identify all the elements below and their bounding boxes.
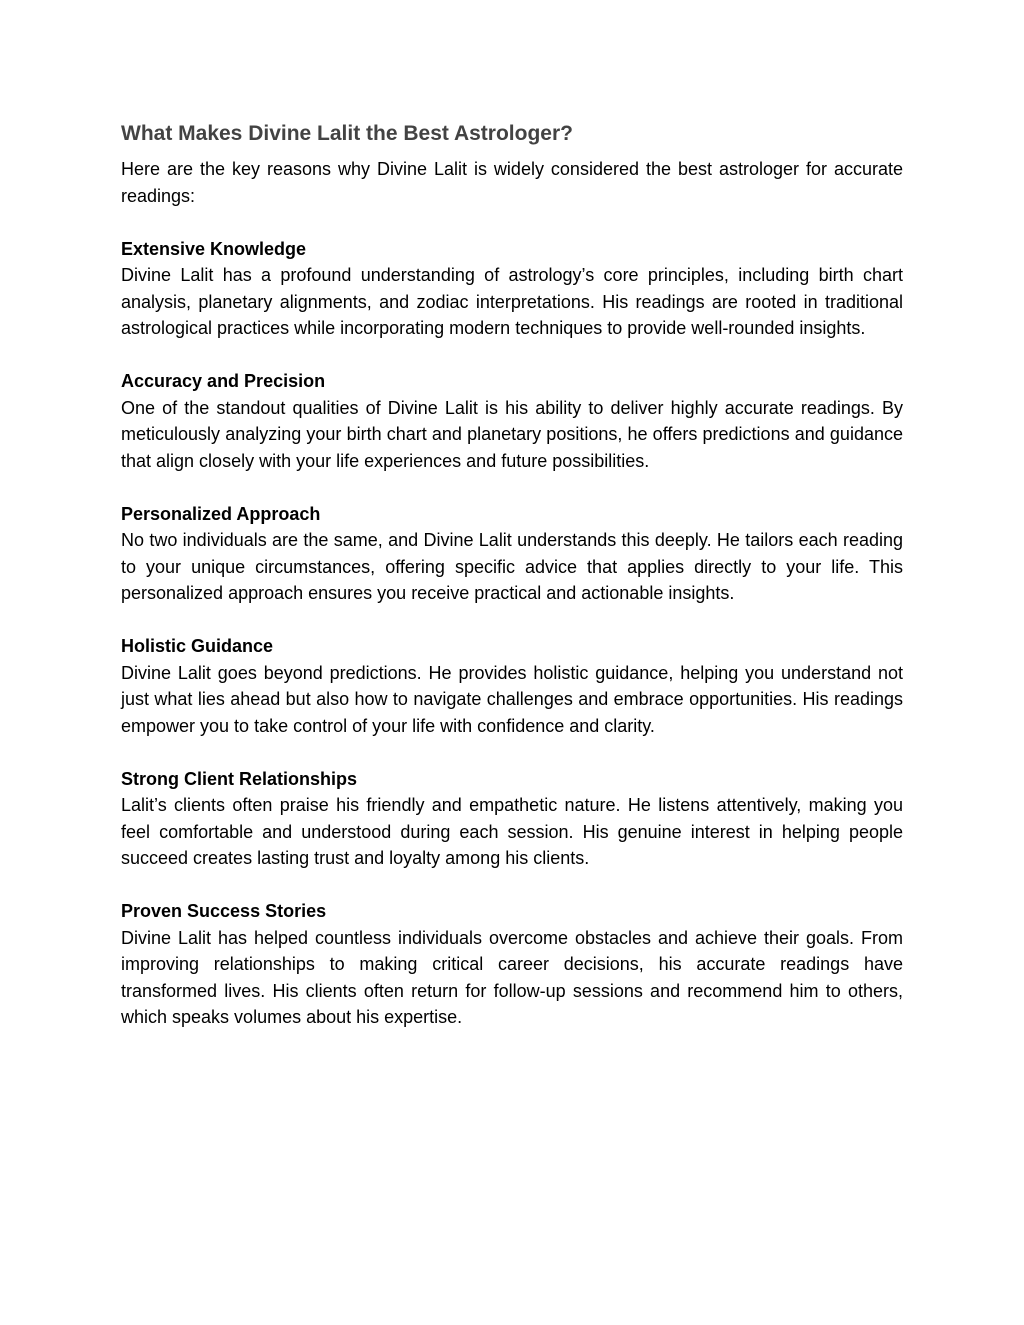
- section-strong-client-relationships: [121, 766, 903, 872]
- section-holistic-guidance: [121, 633, 903, 739]
- section-body: Divine Lalit has helped countless individuals overcome obstacles and achieve their goals. From improving relationships to making critical career decisions, his accurate readings have transformed lives. His clients often return for follow-up sessions and recommend him to others, which speaks volumes about his expertise.: [121, 927, 903, 1027]
- section-heading: Accuracy and Precision: [121, 371, 326, 391]
- document-title: What Makes Divine Lalit the Best Astrologer?: [121, 122, 573, 145]
- section-heading: Extensive Knowledge: [121, 238, 307, 259]
- section-body: Divine Lalit goes beyond predictions. He provides holistic guidance, helping you understand not just what lies ahead but also how to navigate challenges and embrace opportunities. His readings empower you to take control of your life with confidence and clarity.: [121, 662, 903, 736]
- section-personalized-approach: [121, 501, 903, 607]
- section-body: No two individuals are the same, and Divine Lalit understands this deeply. He tailors each reading to your unique circumstances, offering specific advice that applies directly to your life. This personalized approach ensures you receive practical and actionable insights.: [121, 530, 903, 603]
- section-heading: Personalized Approach: [121, 503, 321, 524]
- document-page: [121, 118, 903, 1031]
- section-body: Divine Lalit has a profound understanding of astrology’s core principles, including birth chart analysis, planetary alignments, and zodiac interpretations. His readings are rooted in traditional astrological practices while incorporating modern techniques to provide well-rounded insights.: [121, 265, 903, 338]
- section-body: One of the standout qualities of Divine Lalit is his ability to deliver highly accurate readings. By meticulously analyzing your birth chart and planetary positions, he offers predictions and guidance that align closely with your life experiences and future possibilities.: [121, 397, 903, 471]
- section-proven-success-stories: [121, 898, 903, 1031]
- intro-paragraph: Here are the key reasons why Divine Lalit is widely considered the best astrologer for accurate readings:: [121, 159, 903, 206]
- section-heading: Holistic Guidance: [121, 636, 274, 656]
- section-body: Lalit’s clients often praise his friendly and empathetic nature. He listens attentively, making you feel comfortable and understood during each session. His genuine interest in helping people succeed creates lasting trust and loyalty among his clients.: [121, 795, 903, 868]
- section-heading: Strong Client Relationships: [121, 768, 358, 789]
- section-accuracy-and-precision: [121, 368, 903, 474]
- section-heading: Proven Success Stories: [121, 901, 327, 921]
- section-extensive-knowledge: [121, 236, 903, 342]
